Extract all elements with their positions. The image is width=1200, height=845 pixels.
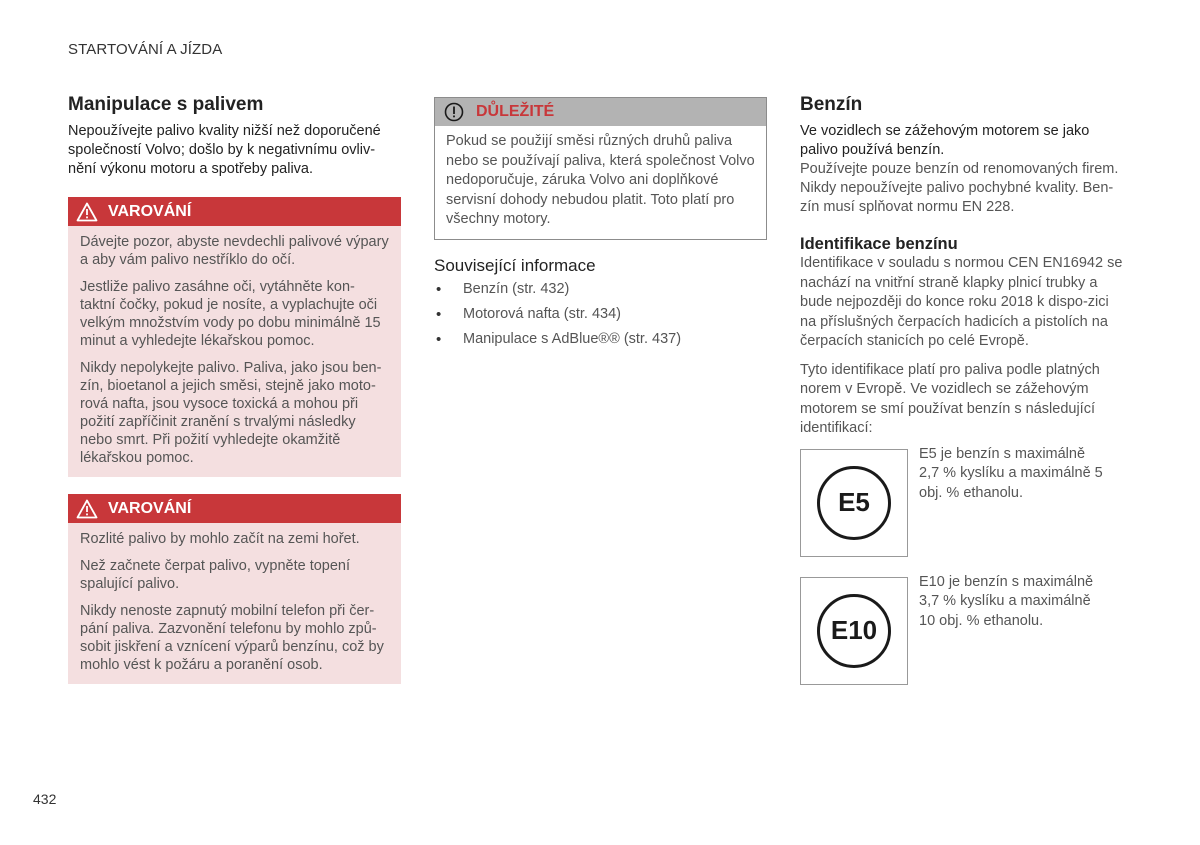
warning-body — [68, 226, 401, 477]
page-number: 432 — [33, 791, 57, 807]
page-header: STARTOVÁNÍ A JÍZDA — [68, 41, 223, 58]
related-info-title: Související informace — [434, 255, 596, 275]
fuel-description-text: E5 je benzín s maximálně 2,7 % kyslíku a maximálně 5 obj. % ethanolu. — [919, 445, 1103, 501]
fuel-handling-intro: Nepoužívejte palivo kvality nižší než doporučené společností Volvo; došlo by k negativnímu ovliv-nění výkonu motoru a spotřeby paliva. — [68, 123, 381, 177]
petrol-identification-text-2: Tyto identifikace platí pro paliva podle platných norem v Evropě. Ve vozidlech se zážehovým motorem se smí používat benzín s následující identifikací: — [800, 361, 1100, 436]
important-header — [435, 98, 766, 126]
warning-paragraph: Rozlité palivo by mohlo začít na zemi hořet. — [80, 531, 360, 547]
petrol-identification-title: Identifikace benzínu — [800, 235, 958, 253]
warning-paragraph: Jestliže palivo zasáhne oči, vytáhněte kon-taktní čočky, pokud je nosíte, a vyplachujte oči velkým množstvím vody po dobu minimálně 15 minut a vyhledejte lékařskou pomoc. — [80, 279, 381, 349]
related-link-petrol[interactable]: • Benzín (str. 432) — [434, 280, 767, 305]
petrol-identification-text: Identifikace v souladu s normou CEN EN16942 se nachází na vnitřní straně klapky plnicí trubky a bude nejpozději do konce roku 2018 k dispo-zici na příslušných čerpacích hadicích a pistolích na čerpacích stanicích po celé Evropě. — [800, 255, 1123, 349]
warning-triangle-icon — [76, 202, 98, 222]
warning-label: VAROVÁNÍ — [108, 499, 192, 517]
petrol-intro-dark: Ve vozidlech se zážehovým motorem se jako palivo používá benzín. — [800, 123, 1090, 158]
column-fuel-handling — [68, 94, 401, 684]
petrol-intro-gray: Používejte pouze benzín od renomovaných firem. Nikdy nepoužívejte palivo pochybné kvality. Ben-zín musí splňovat normu EN 228. — [800, 161, 1119, 215]
warning-paragraph: Dávejte pozor, abyste nevdechli palivové výpary a aby vám palivo nestříklo do očí. — [80, 234, 389, 268]
fuel-description-text: E10 je benzín s maximálně 3,7 % kyslíku a maximálně 10 obj. % ethanolu. — [919, 573, 1094, 629]
column-petrol — [800, 94, 1125, 685]
warning-body — [68, 523, 401, 684]
warning-triangle-icon — [76, 499, 98, 519]
warning-label: VAROVÁNÍ — [108, 202, 192, 220]
warning-header — [68, 494, 401, 523]
e5-badge-icon: E5 — [817, 466, 891, 540]
related-link-adblue[interactable]: • Manipulace s AdBlue®® (str. 437) — [434, 330, 767, 355]
fuel-label-e10 — [800, 573, 1125, 685]
exclamation-circle-icon — [444, 102, 464, 122]
warning-paragraph: Než začnete čerpat palivo, vypněte topení spalující palivo. — [80, 558, 351, 592]
section-title-fuel-handling: Manipulace s palivem — [68, 94, 264, 115]
important-box — [434, 97, 767, 240]
important-label: DŮLEŽITÉ — [476, 103, 555, 120]
warning-header — [68, 197, 401, 226]
fuel-label-box — [800, 577, 908, 685]
column-important — [434, 97, 767, 355]
related-info-list — [434, 280, 767, 355]
e10-badge-icon: E10 — [817, 594, 891, 668]
fuel-description — [919, 573, 1109, 685]
warning-paragraph: Nikdy nepolykejte palivo. Paliva, jako jsou ben-zín, bioetanol a jejich směsi, stejně jako moto-rová nafta, jsou vysoce toxická a mohou při požití zapříčinit zranění s trvalými následky nebo smrt. Při požití vyhledejte okamžitě lékařskou pomoc. — [80, 360, 382, 466]
warning-box-vapors — [68, 197, 401, 477]
important-text: Pokud se použijí směsi různých druhů paliva nebo se používají paliva, která společnost Volvo nedoporučuje, záruka Volvo ani doplňkové servisní dohody nebudou platit. Toto platí pro všechny motory. — [446, 133, 755, 227]
fuel-label-box — [800, 449, 908, 557]
section-title-petrol: Benzín — [800, 94, 863, 115]
fuel-label-e5 — [800, 445, 1125, 557]
warning-box-fire — [68, 494, 401, 684]
warning-paragraph: Nikdy nenoste zapnutý mobilní telefon při čer-pání paliva. Zazvonění telefonu by mohlo způ-sobit jiskření a vznícení výparů benzínu, což by mohlo vést k požáru a poranění osob. — [80, 603, 384, 673]
fuel-description — [919, 445, 1109, 557]
related-link-diesel[interactable]: • Motorová nafta (str. 434) — [434, 305, 767, 330]
important-body — [435, 126, 766, 239]
